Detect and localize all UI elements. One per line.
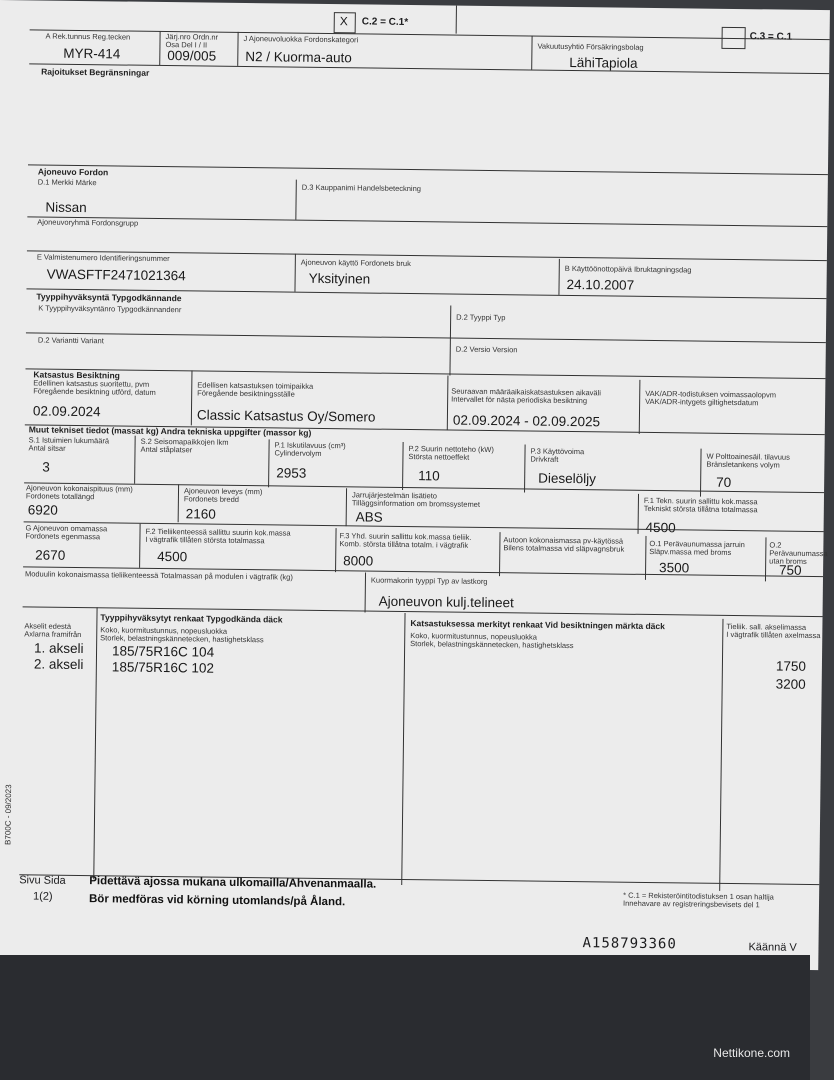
insurer-label: Vakuutusyhtiö Försäkringsbolag [537, 41, 644, 52]
module-label: Moduulin kokonaismassa tieliikenteessä Totalmassan på modulen i vägtrafik (kg) [24, 569, 293, 582]
p2-label: P.2 Suurin nettoteho (kW) Största nettoeffekt [408, 444, 494, 462]
j-label: J Ajoneuvoluokka Fordonskategori [243, 33, 359, 45]
form-code: B700C - 09/2023 [3, 784, 14, 845]
f3-label: F.3 Yhd. suurin sallittu kok.massa tieliik. Komb. största tillåtna totalm. i vägtrafik [339, 531, 472, 550]
d2-type-label: D.2 Tyyppi Typ [456, 312, 506, 323]
power-value: 110 [418, 468, 440, 484]
axle-values: 1. akseli 2. akseli [33, 640, 84, 673]
o1-value: 3500 [659, 560, 690, 576]
make-value: Nissan [45, 199, 87, 216]
b-label: B Käyttöönottopäivä Ibruktagningsdag [564, 263, 692, 275]
part-label: Järj.nro Ordn.nr Osa Del I / II [165, 32, 219, 50]
width-value: 2160 [185, 506, 216, 522]
width-label: Ajoneuvon leveys (mm) Fordonets bredd [183, 486, 263, 504]
use-label: Ajoneuvon käyttö Fordonets bruk [300, 257, 411, 269]
approved-tyres-section: Tyyppihyväksytyt renkaat Typgodkända däck [100, 612, 283, 625]
part-value: 009/005 [167, 48, 217, 64]
last-inspection-value: 02.09.2024 [32, 403, 101, 420]
inspection-section: Katsastus Besiktning [33, 369, 120, 381]
group-label: Ajoneuvoryhmä Fordonsgrupp [37, 217, 139, 228]
vehicle-section: Ajoneuvo Fordon [37, 166, 109, 178]
next-inspection-value: 02.09.2024 - 02.09.2025 [452, 412, 601, 430]
c1-note: * C.1 = Rekisteröintitodistuksen 1 osan haltija Innehavare av registreringsbevisets del 1 [622, 890, 774, 910]
seats-value: 3 [42, 459, 50, 475]
f2-label: F.2 Tieliikenteessä sallittu suurin kok.massa I vägtrafik tillåten största totalmassa [145, 526, 291, 546]
axle-label: Akselit edestä Axlarna framifrån [24, 621, 82, 640]
next-inspection-label: Seuraavan määräaikaiskatsastuksen aikaväli Intervallet för nästa periodiska besiktning [451, 386, 601, 406]
o2-value: 750 [779, 562, 802, 578]
displacement-value: 2953 [276, 465, 307, 481]
a-label: A Rek.tunnus Reg.tecken [45, 31, 131, 42]
first-use-value: 24.10.2007 [566, 276, 635, 293]
trailer-label: Autoon kokonaismassa pv-käytössä Bilens totalmassa vid släpvagnsbruk [503, 535, 625, 554]
e-label: E Valmistenumero Identifieringsnummer [36, 252, 170, 264]
inspection-place-label: Edellisen katsastuksen toimipaikka Föregående besiktningsställe [197, 380, 314, 399]
brake-label: Jarrujärjestelmän lisätieto Tilläggsinformation om bromssystemet [351, 490, 481, 509]
use-value: Yksityinen [308, 270, 371, 287]
p1-label: P.1 Iskutilavuus (cm³) Cylindervolym [274, 440, 346, 458]
marked-tyres-section: Katsastuksessa merkityt renkaat Vid besiktningen märkta däck [410, 618, 665, 632]
length-value: 6920 [27, 502, 58, 518]
serial-number: A158793360 [582, 935, 677, 953]
category-value: N2 / Kuorma-auto [245, 49, 352, 66]
checkbox-mark: X [339, 14, 348, 29]
approved-tyres-label: Koko, kuormitustunnus, nopeusluokka Storlek, belastningskännetecken, hastighetsklass [100, 625, 264, 645]
restrictions-label: Rajoitukset Begränsningar [41, 66, 150, 78]
c3-label: C.3 = C.1 [749, 31, 793, 43]
body-value: Ajoneuvon kulj.telineet [378, 593, 514, 611]
g-label: G Ajoneuvon omamassa Fordonets egenmassa [25, 523, 108, 542]
o1-label: O.1 Perävaunumassa jarruin Släpv.massa med broms [649, 538, 745, 557]
tank-value: 70 [716, 474, 732, 490]
page-label: Sivu Sida [19, 874, 66, 887]
axle-mass-label: Tieliik. sall. akselimassa I vägtrafik tillåten axelmassa [726, 621, 821, 641]
axle-mass-values: 1750 3200 [775, 658, 807, 692]
page-value: 1(2) [32, 890, 53, 903]
length-label: Ajoneuvon kokonaispituus (mm) Fordonets totallängd [25, 483, 133, 502]
tech-section: Muut tekniset tiedot (massat kg) Andra tekniska uppgifter (massor kg) [28, 424, 312, 438]
background-surface [0, 955, 810, 1080]
type-approval-section: Tyyppihyväksyntä Typgodkännande [36, 291, 182, 304]
c2-label: C.2 = C.1* [361, 16, 409, 28]
s2-label: S.2 Seisomapaikkojen lkm Antal ståplatser [140, 436, 229, 455]
k-label: K Tyyppihyväksyntänro Typgodkännandenr [38, 303, 182, 315]
notice-fi: Pidettävä ajossa mukana ulkomailla/Ahvenanmaalla. [89, 875, 377, 891]
w-label: W Polttoainesäil. tilavuus Bränsletankens volym [706, 451, 790, 470]
inspection-place-value: Classic Katsastus Oy/Somero [196, 407, 376, 425]
d3-label: D.3 Kauppanimi Handelsbeteckning [301, 182, 422, 194]
turn-page-text: Käännä V [748, 941, 797, 954]
o2-label: O.2 Perävaunumassa utan broms [769, 540, 828, 566]
f1-label: F.1 Tekn. suurin sallittu kok.massa Tekniskt största tillåtna totalmassa [643, 495, 758, 515]
last-inspection-label: Edellinen katsastus suoritettu, pvm Föregående besiktning utförd, datum [33, 378, 156, 397]
notice-sv: Bör medföras vid körning utomlands/på Åland. [88, 893, 346, 909]
registration-value: MYR-414 [63, 45, 121, 62]
own-mass-value: 2670 [35, 547, 66, 563]
fuel-value: Dieselöljy [538, 470, 597, 487]
adr-label: VAK/ADR-todistuksen voimassaolopvm VAK/ADR-intygets giltighetsdatum [645, 388, 777, 408]
insurer-value: LähiTapiola [569, 54, 638, 71]
body-label: Kuormakorin tyyppi Typ av lastkorg [370, 575, 488, 586]
f1-value: 4500 [645, 519, 676, 536]
d1-label: D.1 Merkki Märke [37, 177, 97, 188]
s1-label: S.1 Istuimien lukumäärä Antal sitsar [28, 435, 110, 453]
f3-value: 8000 [343, 553, 374, 569]
approved-tyres-values: 185/75R16C 104 185/75R16C 102 [111, 643, 215, 676]
d2-version-label: D.2 Versio Version [455, 344, 518, 355]
brake-value: ABS [355, 509, 383, 525]
vin-value: VWASFTF2471021364 [46, 266, 186, 284]
f2-value: 4500 [157, 548, 188, 565]
marked-tyres-label: Koko, kuormitustunnus, nopeusluokka Storlek, belastningskännetecken, hastighetsklass [410, 631, 574, 651]
watermark: Nettikone.com [713, 1046, 790, 1060]
p3-label: P.3 Käyttövoima Drivkraft [530, 446, 585, 464]
d2-variant-label: D.2 Variantti Variant [37, 335, 104, 346]
